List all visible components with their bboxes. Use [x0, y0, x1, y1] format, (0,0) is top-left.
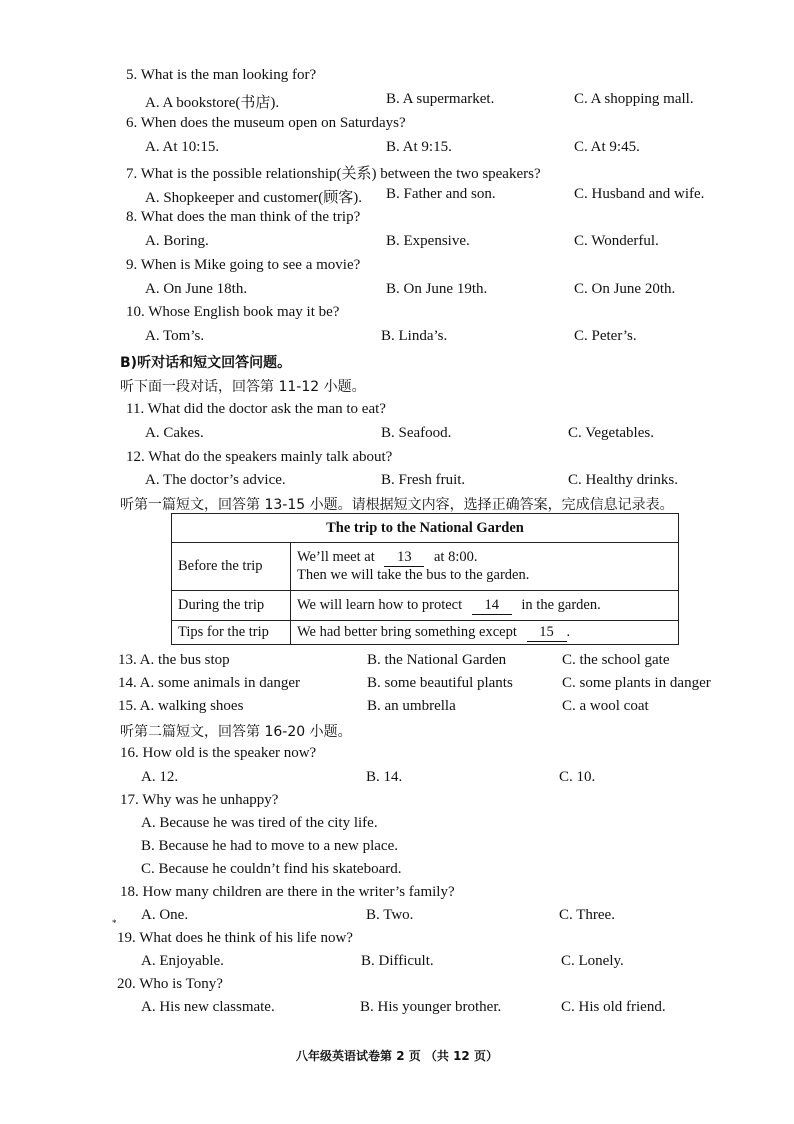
option-a: A. At 10:15.: [145, 139, 220, 155]
page-footer: 八年级英语试卷第 2 页 （共 12 页）: [296, 1049, 498, 1063]
during-text: We will learn how to protect: [297, 596, 463, 613]
before-trip-content: [291, 543, 679, 591]
option-17-c: C. Because he couldn’t find his skateboard.: [141, 861, 402, 877]
option-a: A. Boring.: [145, 233, 209, 249]
option-b: B. His younger brother.: [360, 999, 502, 1015]
option-a: A. On June 18th.: [145, 281, 248, 297]
question-11: 11. What did the doctor ask the man to eat?: [126, 401, 386, 417]
question-19: 19. What does he think of his life now?: [117, 930, 353, 946]
question-16: 16. How old is the speaker now?: [120, 745, 317, 761]
blank-14: 14: [472, 597, 512, 615]
option-a: A. Enjoyable.: [141, 953, 224, 969]
option-c: C. A shopping mall.: [574, 91, 694, 107]
tips-text: We had better bring something except: [297, 623, 517, 640]
option-b: B. Father and son.: [386, 186, 496, 202]
option-b: B. Fresh fruit.: [381, 472, 466, 488]
option-b: B. On June 19th.: [386, 281, 488, 297]
option-c: C. On June 20th.: [574, 281, 676, 297]
option-a: 13. A. the bus stop: [118, 652, 230, 668]
before-time: at 8:00.: [434, 549, 478, 565]
section-b-heading: B)听对话和短文回答问题。: [120, 355, 292, 371]
tips-post: .: [566, 623, 571, 640]
instruction-passage-2: 听第二篇短文，回答第 16-20 小题。: [120, 724, 352, 740]
question-5: 5. What is the man looking for?: [126, 67, 317, 83]
option-a: 14. A. some animals in danger: [118, 675, 301, 691]
option-a: A. A bookstore(书店).: [145, 95, 280, 111]
during-post: in the garden.: [521, 596, 601, 613]
option-c: C. Peter’s.: [574, 328, 637, 344]
question-20: 20. Who is Tony?: [117, 976, 223, 992]
question-17: 17. Why was he unhappy?: [120, 792, 279, 808]
option-c: C. some plants in danger: [562, 675, 711, 691]
option-a: A. Cakes.: [145, 425, 204, 441]
question-8: 8. What does the man think of the trip?: [126, 209, 361, 225]
option-b: B. some beautiful plants: [367, 675, 513, 691]
option-c: C. Healthy drinks.: [568, 472, 678, 488]
blank-15: 15: [527, 624, 567, 642]
option-b: B. Difficult.: [361, 953, 434, 969]
question-7: 7. What is the possible relationship(关系) between the two speakers?: [126, 166, 541, 182]
tips-label: Tips for the trip: [172, 621, 291, 645]
option-b: B. Seafood.: [381, 425, 452, 441]
before-trip-label: Before the trip: [172, 543, 291, 591]
option-a: 15. A. walking shoes: [118, 698, 244, 714]
option-a: A. The doctor’s advice.: [145, 472, 286, 488]
before-line-2: Then we will take the bus to the garden.: [297, 567, 530, 583]
option-c: C. His old friend.: [561, 999, 666, 1015]
instruction-passage-1: 听第一篇短文，回答第 13-15 小题。请根据短文内容，选择正确答案，完成信息记录表。: [120, 497, 674, 513]
question-9: 9. When is Mike going to see a movie?: [126, 257, 361, 273]
option-b: B. Expensive.: [386, 233, 470, 249]
blank-13: 13: [384, 549, 424, 567]
question-18: 18. How many children are there in the writer’s family?: [120, 884, 455, 900]
during-trip-label: During the trip: [172, 591, 291, 621]
option-b: B. A supermarket.: [386, 91, 495, 107]
option-b: B. 14.: [366, 769, 403, 785]
option-b: B. an umbrella: [367, 698, 456, 714]
question-10: 10. Whose English book may it be?: [126, 304, 340, 320]
scan-mark: *: [112, 918, 117, 928]
tips-content: [291, 621, 679, 645]
option-c: C. Lonely.: [561, 953, 624, 969]
option-b: B. the National Garden: [367, 652, 507, 668]
before-text: We’ll meet at: [297, 549, 375, 565]
option-c: C. the school gate: [562, 652, 670, 668]
question-6: 6. When does the museum open on Saturdays?: [126, 115, 406, 131]
option-17-a: A. Because he was tired of the city life.: [141, 815, 378, 831]
option-b: B. At 9:15.: [386, 139, 452, 155]
option-17-b: B. Because he had to move to a new place.: [141, 838, 398, 854]
option-a: A. One.: [141, 907, 189, 923]
option-c: C. Husband and wife.: [574, 186, 705, 202]
option-c: C. At 9:45.: [574, 139, 640, 155]
option-a: A. His new classmate.: [141, 999, 275, 1015]
option-b: B. Linda’s.: [381, 328, 448, 344]
option-c: C. Three.: [559, 907, 615, 923]
option-a: A. Shopkeeper and customer(顾客).: [145, 190, 363, 206]
option-a: A. Tom’s.: [145, 328, 205, 344]
question-12: 12. What do the speakers mainly talk about?: [126, 449, 393, 465]
option-c: C. Vegetables.: [568, 425, 654, 441]
option-a: A. 12.: [141, 769, 179, 785]
table-title: The trip to the National Garden: [172, 514, 679, 543]
instruction-dialog: 听下面一段对话，回答第 11-12 小题。: [120, 379, 366, 395]
during-trip-content: [291, 591, 679, 621]
info-record-table: [171, 513, 679, 645]
option-c: C. 10.: [559, 769, 596, 785]
option-b: B. Two.: [366, 907, 414, 923]
option-c: C. a wool coat: [562, 698, 649, 714]
option-c: C. Wonderful.: [574, 233, 659, 249]
